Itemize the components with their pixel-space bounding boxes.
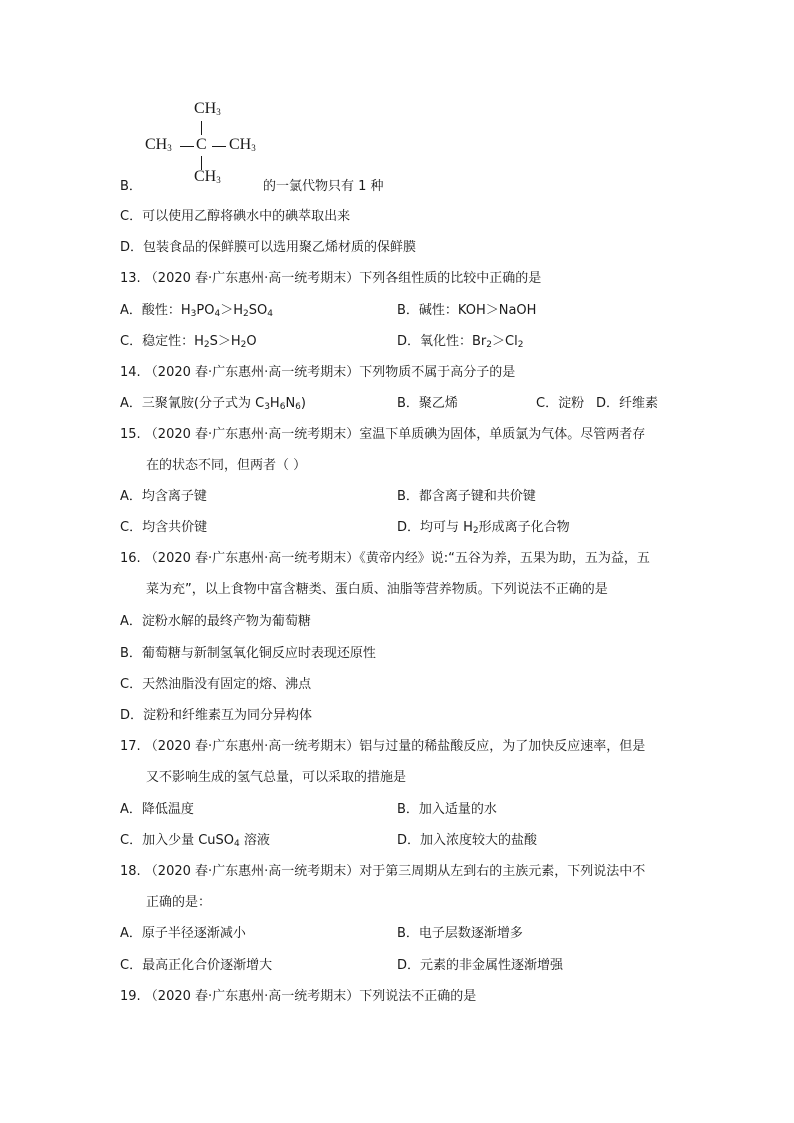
q15-option-a: A．均含离子键: [120, 489, 207, 504]
formula-right-group: $CH_3$: [229, 136, 256, 153]
q18-option-a: A．原子半径逐渐减小: [120, 926, 246, 941]
q14-stem: 14. （2020 春·广东惠州·高一统考期末）下列物质不属于高分子的是: [120, 365, 516, 380]
q17-option-c: C．加入少量 CuSO$_4$ 溶液: [120, 833, 270, 849]
q16-option-b: B．葡萄糖与新制氢氧化铜反应时表现还原性: [120, 646, 376, 661]
q16-option-d: D．淀粉和纤维素互为同分异构体: [120, 708, 313, 723]
structural-formula: [140, 100, 270, 190]
q18-option-d: D．元素的非金属性逐渐增强: [397, 958, 564, 973]
q13-option-c: C．稳定性：$H_2S>H_2O$: [120, 334, 257, 350]
bond-left: [180, 146, 194, 147]
q12-option-b-text: 的一氯代物只有 1 种: [263, 179, 384, 194]
formula-bottom-group: $CH_3$: [194, 168, 221, 185]
q15-option-c: C．均含共价键: [120, 520, 208, 535]
q18-option-b: B．电子层数逐渐增多: [397, 926, 523, 941]
q17-option-b: B．加入适量的水: [397, 802, 497, 817]
q15-stem-line1: 15. （2020 春·广东惠州·高一统考期末）室温下单质碘为固体，单质氯为气体。尽管两者存: [120, 427, 646, 442]
q16-stem-line1: 16. （2020 春·广东惠州·高一统考期末）《黄帝内经》说:“五谷为养，五果为助，五为益，五: [120, 551, 650, 566]
q14-option-a: A．三聚氰胺(分子式为 $C_3H_6N_6$): [120, 396, 306, 412]
q16-option-c: C．天然油脂没有固定的熔、沸点: [120, 677, 312, 692]
bond-top: [201, 121, 202, 135]
q17-option-d: D．加入浓度较大的盐酸: [397, 833, 538, 848]
q17-stem-line1: 17. （2020 春·广东惠州·高一统考期末）铝与过量的稀盐酸反应，为了加快反应速率，但是: [120, 739, 646, 754]
q13-option-d: D．氧化性：$Br_2>Cl_2$: [397, 334, 524, 350]
q15-option-d: D．均可与 $H_2$形成离子化合物: [397, 520, 570, 536]
q14-option-b: B．聚乙烯: [397, 396, 458, 411]
q18-stem-line2: 正确的是：: [146, 895, 212, 910]
q13-option-a: A．酸性：$H_3PO_4>H_2SO_4$: [120, 303, 273, 319]
q18-option-c: C．最高正化合价逐渐增大: [120, 958, 273, 973]
q13-stem: 13. （2020 春·广东惠州·高一统考期末）下列各组性质的比较中正确的是: [120, 271, 542, 286]
q12-option-d: D．包装食品的保鲜膜可以选用聚乙烯材质的保鲜膜: [120, 240, 417, 255]
q16-option-a: A．淀粉水解的最终产物为葡萄糖: [120, 614, 311, 629]
q12-option-c: C．可以使用乙醇将碘水中的碘萃取出来: [120, 209, 351, 224]
q14-option-c: C．淀粉: [536, 396, 585, 411]
q17-stem-line2: 又不影响生成的氢气总量，可以采取的措施是: [146, 770, 407, 785]
formula-top-group: $CH_3$: [194, 100, 221, 117]
bond-right: [212, 146, 226, 147]
formula-left-group: $CH_3$: [145, 136, 172, 153]
q12-option-b-label: B．: [120, 179, 142, 194]
q19-stem: 19. （2020 春·广东惠州·高一统考期末）下列说法不正确的是: [120, 989, 477, 1004]
q14-option-d: D．纤维素: [596, 396, 659, 411]
q15-stem-line2: 在的状态不同，但两者（ ）: [146, 458, 307, 473]
q15-option-b: B．都含离子键和共价键: [397, 489, 536, 504]
q13-option-b: B．碱性：KOH＞NaOH: [397, 303, 537, 318]
q16-stem-line2: 菜为充”，以上食物中富含糖类、蛋白质、油脂等营养物质。下列说法不正确的是: [146, 582, 608, 597]
formula-center-atom: C: [196, 136, 207, 153]
q18-stem-line1: 18. （2020 春·广东惠州·高一统考期末）对于第三周期从左到右的主族元素，下列说法中不: [120, 864, 646, 879]
q17-option-a: A．降低温度: [120, 802, 194, 817]
